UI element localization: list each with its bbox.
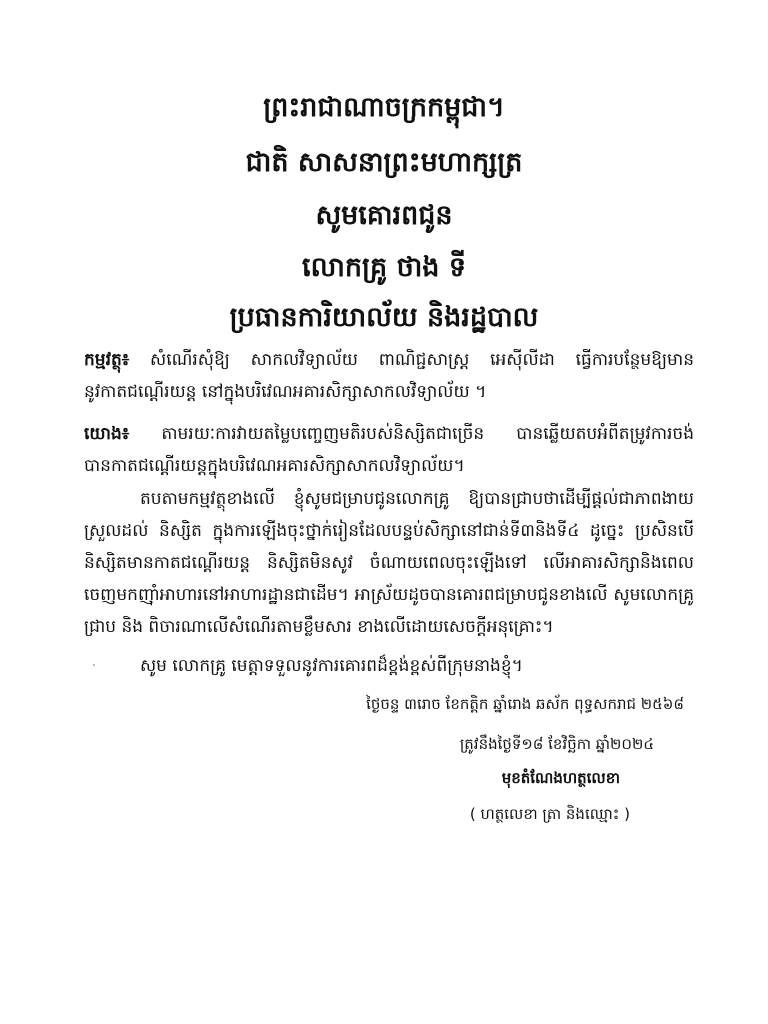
salutation: សូមគោរពជូន (315, 200, 453, 231)
body-paragraph: តបតាមកម្មវត្ថុខាងលើ ខ្ញុំសូមជម្រាបជូនលោកគ្រូ ឱ្យបានជ្រាបថាដើម្បីផ្ដល់ជាភាពងាយស្រួលដល់ និស្សិត ក្នុងការឡើងចុះថ្នាក់រៀនដែលបន្ទប់សិក្សានៅជាន់ទី៣និងទី៤ ដូច្នេះ ប្រសិនបើនិស្សិតមានកាតជណ្ដើរយន្ត និស្សិតមិនសូវ ចំណាយពេលចុះឡើងទៅ លើអាគារសិក្សានិងពេលចេញមកញ៉ាំអាហារនៅអាហារដ្ឋានជាដើម។ អាស្រ័យដូចបានគោរពជម្រាបជូនខាងលើ សូមលោកគ្រូ ជ្រាប និង ពិចារណាលើសំណើរតាមខ្លឹមសារ ខាងលើដោយសេចក្ដីអនុគ្រោះ។ (84, 489, 694, 637)
reference-paragraph (84, 418, 694, 482)
recipient-name: លោកគ្រូ ថាង ទី (302, 252, 466, 283)
solar-date: ត្រូវនឹងថ្ងៃទី១៨ ខែវិច្ឆិកា ឆ្នាំ២០២៤ (459, 735, 654, 753)
subject-text: សំណើរសុំឱ្យ សាកលវិទ្យាល័យ ពាណិជ្ជសាស្ត្រ អេស៊ីលីដា ធ្វើការបន្ថែមឱ្យមាននូវកាតជណ្ដើរយន្ត នៅក្នុងបរិវេណអគារសិក្សាសាកលវិទ្យាល័យ ។ (84, 350, 694, 402)
stray-dot (93, 664, 95, 666)
subject-paragraph (84, 344, 694, 408)
signature-note: ( ហត្ថលេខា ត្រា និងឈ្មោះ ) (469, 805, 630, 823)
reference-label: យោង៖ (84, 424, 130, 444)
lunar-date: ថ្ងៃចន្ទ ៣រោច ខែកត្តិក ឆ្នាំរោង ឆស័ក ពុទ្ធសករាជ ២៥៦៨ (366, 695, 684, 713)
signatory-title: មុខតំណែងហត្ថលេខា (501, 769, 620, 787)
reference-text: តាមរយៈការវាយតម្លៃបញ្ចេញមតិរបស់និស្សិតជាច្រើន បានឆ្លើយតបអំពីតម្រូវការចង់បានកាតជណ្ដើរយន្តក្នុងបរិវេណអគារសិក្សាសាកលវិទ្យាល័យ។ (84, 424, 694, 476)
kingdom-title: ព្រះរាជាណាចក្រកម្ពុជា។ (263, 92, 505, 123)
national-motto: ជាតិ សាសនាព្រះមហាក្សត្រ (245, 147, 523, 178)
closing-paragraph: សូម លោកគ្រូ មេត្តាទទួលនូវការគោរពដ៏ខ្ពង់ខ្ពស់ពីក្រុមនាងខ្ញុំ។ (140, 656, 523, 676)
recipient-position: ប្រធានការិយាល័យ និងរដ្ឋបាល (229, 302, 539, 333)
subject-label: កម្មវត្ថុ៖ (84, 350, 130, 370)
